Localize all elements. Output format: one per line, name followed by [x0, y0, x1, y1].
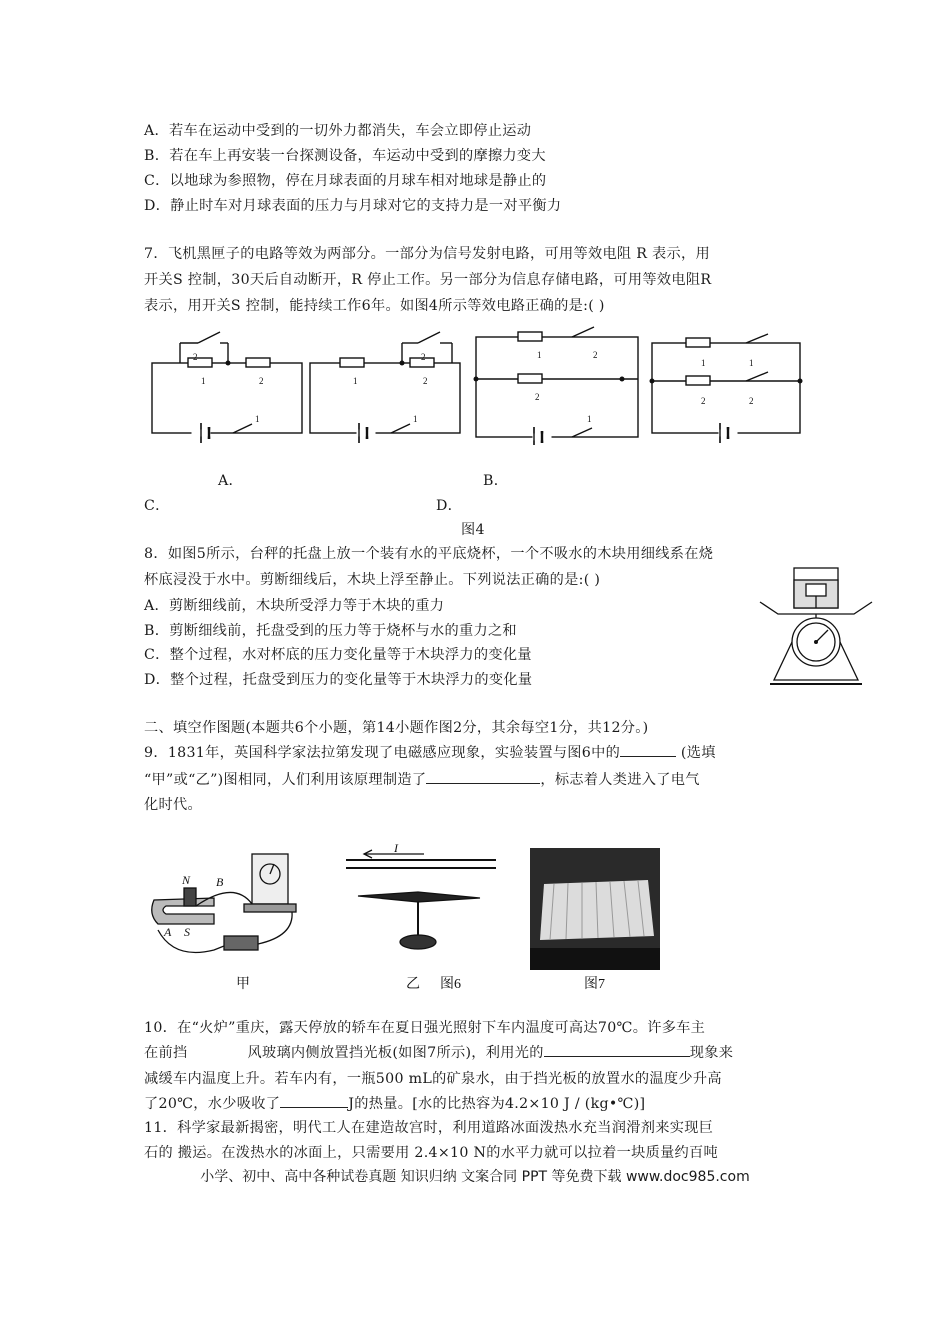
figure-4-caption: 图4: [461, 522, 485, 538]
q9-line-2: [144, 769, 700, 789]
q10-text-2b: 风玻璃内侧放置挡光板(如图7所示)，利用光的: [247, 1045, 544, 1061]
faraday-apparatus: [152, 854, 296, 953]
sub-1-d: 1: [701, 358, 706, 368]
sub-2-c2: 2: [535, 392, 540, 402]
q10-text-4b: J的热量。[水的比热容为4.2×10 J / (kg•℃)]: [348, 1096, 646, 1112]
circuit-c: [476, 327, 638, 445]
q7-option-a-label: A．: [218, 473, 244, 489]
sub-1-a: 1: [201, 376, 206, 386]
circuit-figures: [148, 325, 814, 445]
q10-blank-2[interactable]: [280, 1093, 348, 1108]
oersted-apparatus: [346, 850, 496, 949]
q8-line-2: 杯底浸没于水中。剪断细线后，木块上浮至静止。下列说法正确的是:( ): [144, 572, 601, 588]
label-yi: 乙: [406, 977, 420, 992]
sub-2-a: 2: [193, 352, 198, 362]
label-fig7: 图7: [584, 977, 605, 992]
q10-line-2: [144, 1042, 733, 1062]
q11-line-2: 石的 搬运。在泼热水的冰面上，只需要用 2.4×10 N的水平力就可以拉着一块质量约百吨: [144, 1145, 719, 1161]
q6-option-c: C．以地球为参照物，停在月球表面的月球车相对地球是静止的: [144, 173, 547, 189]
q8-option-d: D．整个过程，托盘受到压力的变化量等于木块浮力的变化量: [144, 672, 533, 688]
q7-line-2: 开关S 控制，30天后自动断开，R 停止工作。另一部分为信息存储电路，可用等效电阻R: [144, 272, 712, 288]
sub-1-a2: 1: [255, 414, 260, 424]
label-s: S: [184, 925, 190, 939]
q10-blank-1[interactable]: [544, 1042, 690, 1057]
label-n: N: [182, 873, 191, 887]
circuit-b: [310, 332, 460, 443]
circuit-d: [652, 334, 800, 443]
q9-text-2a: “甲”或“乙”)图相同，人们利用该原理制造了: [144, 772, 427, 788]
sub-1-b2: 1: [413, 414, 418, 424]
scale-beaker-figure: [756, 560, 876, 690]
figure-6-7: [144, 840, 664, 1000]
label-fig6: 图6: [440, 977, 461, 992]
sub-1-c: 1: [537, 350, 542, 360]
q9-blank-1[interactable]: [620, 742, 676, 757]
sub-2-b2: 2: [423, 376, 428, 386]
q9-line-1: [144, 742, 716, 762]
circuit-a: [152, 332, 302, 443]
sub-2-b: 2: [421, 352, 426, 362]
q9-blank-2[interactable]: [426, 769, 540, 784]
q6-option-a: A．若车在运动中受到的一切外力都消失，车会立即停止运动: [144, 123, 532, 139]
q7-option-d-label: D．: [436, 498, 463, 514]
q8-option-b: B．剪断细线前，托盘受到的压力等于烧杯与水的重力之和: [144, 623, 517, 639]
q7-line-1: 7．飞机黑匣子的电路等效为两部分。一部分为信号发射电路，可用等效电阻 R 表示，用: [144, 246, 710, 262]
sub-2-a2: 2: [259, 376, 264, 386]
sub-2-d: 2: [701, 396, 706, 406]
q9-line-3: 化时代。: [144, 797, 202, 813]
q9-text-2b: ，标志着人类进入了电气: [540, 772, 700, 788]
label-b: B: [216, 875, 224, 889]
q10-line-3: 减缓车内温度上升。若车内有，一瓶500 mL的矿泉水，由于挡光板的放置水的温度少升高: [144, 1071, 722, 1087]
q10-text-2a: 在前挡: [144, 1045, 188, 1061]
q8-option-c: C．整个过程，水对杯底的压力变化量等于木块浮力的变化量: [144, 647, 532, 663]
q10-text-4a: 了20℃，水少吸收了: [144, 1096, 281, 1112]
page-footer: 小学、初中、高中各种试卷真题 知识归纳 文案合同 PPT 等免费下载 www.doc985.com: [200, 1169, 750, 1185]
q10-text-2c: 现象来: [689, 1045, 734, 1061]
label-jia: 甲: [236, 977, 250, 992]
q6-option-d: D．静止时车对月球表面的压力与月球对它的支持力是一对平衡力: [144, 198, 562, 214]
label-a: A: [164, 925, 172, 939]
sub-1-b: 1: [353, 376, 358, 386]
sub-1-d2: 1: [749, 358, 754, 368]
label-i: I: [394, 841, 398, 855]
sub-2-d2: 2: [749, 396, 754, 406]
q8-line-1: 8．如图5所示，台秤的托盘上放一个装有水的平底烧杯，一个不吸水的木块用细线系在烧: [144, 546, 714, 562]
q6-option-b: B．若在车上再安装一台探测设备，车运动中受到的摩擦力变大: [144, 148, 546, 164]
q10-line-1: 10．在“火炉”重庆，露天停放的轿车在夏日强光照射下车内温度可高达70℃。许多车主: [144, 1020, 706, 1036]
sub-1-c2: 1: [587, 414, 592, 424]
sunshade-photo: [530, 848, 660, 970]
sub-2-c: 2: [593, 350, 598, 360]
q11-line-1: 11．科学家最新揭密，明代工人在建造故宫时，利用道路冰面泼热水充当润滑剂来实现巨: [144, 1120, 714, 1136]
q7-option-b-label: B．: [483, 473, 509, 489]
q8-option-a: A．剪断细线前，木块所受浮力等于木块的重力: [144, 598, 445, 614]
section-2-heading: 二、填空作图题(本题共6个小题，第14小题作图2分，其余每空1分，共12分。): [144, 720, 649, 736]
q9-text-1b: (选填: [680, 745, 716, 761]
q9-text-1a: 9．1831年，英国科学家法拉第发现了电磁感应现象，实验装置与图6中的: [144, 745, 621, 761]
q7-option-c-label: C．: [144, 498, 170, 514]
q7-line-3: 表示，用开关S 控制，能持续工作6年。如图4所示等效电路正确的是:( ): [144, 298, 605, 314]
q10-line-4: [144, 1093, 645, 1113]
